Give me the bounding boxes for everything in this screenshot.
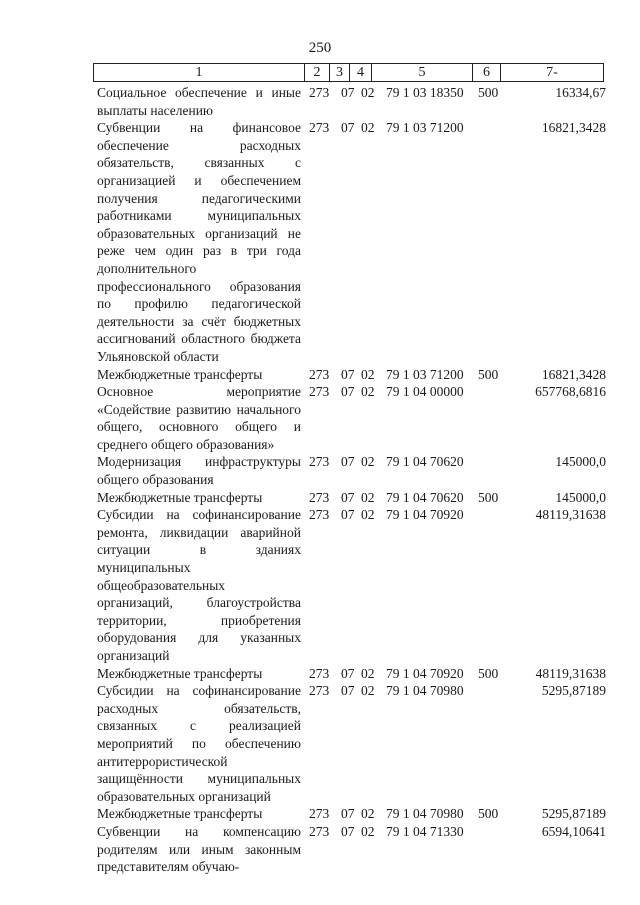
row-amount: 145000,0	[555, 489, 606, 505]
row-description: Межбюджетные трансферты	[97, 665, 263, 681]
row-code-target: 79 1 04 70920	[386, 665, 464, 681]
row-code-section: 07	[341, 366, 355, 382]
table-row	[0, 823, 640, 876]
row-code-target: 79 1 03 71200	[386, 366, 464, 382]
row-code-ministry: 273	[309, 806, 330, 822]
row-code-expense-type: 500	[478, 85, 499, 100]
row-code-ministry: 273	[309, 823, 330, 839]
row-amount: 48119,31638	[535, 665, 606, 681]
row-description: Субсидии на софинансирование расходных обязательств, связанных с реализацией мероприятий по обеспечению антитеррористической защищённости муниципальных образовательных организаций	[97, 683, 301, 804]
row-code-expense-type: 500	[478, 806, 499, 822]
row-code-ministry: 273	[309, 665, 330, 681]
row-code-ministry: 273	[309, 366, 330, 382]
row-code-section: 07	[341, 454, 355, 470]
row-code-target: 79 1 04 70620	[386, 489, 464, 505]
row-description: Субвенции на компенсацию родителям или иным законным представителям обучаю-	[97, 823, 301, 875]
row-code-target: 79 1 04 70980	[386, 806, 464, 822]
row-amount: 6594,10641	[541, 823, 606, 839]
row-code-expense-type: 500	[478, 366, 499, 382]
row-code-target: 79 1 04 70980	[386, 683, 464, 699]
row-code-subsection: 02	[361, 85, 375, 100]
table-row	[0, 682, 640, 805]
row-description: Социальное обеспечение и иные выплаты населению	[97, 85, 301, 118]
row-code-subsection: 02	[361, 489, 375, 505]
table-row	[0, 119, 640, 365]
budget-table-body	[0, 84, 640, 876]
row-code-section: 07	[341, 384, 355, 400]
column-header-7: 7-	[501, 64, 604, 82]
row-amount: 5295,87189	[541, 683, 606, 699]
column-header-table	[93, 63, 604, 82]
row-description: Субвенции на финансовое обеспечение расходных обязательств, связанных с организацией и обеспечением получения педагогическими работниками муниципальных образовательных организаций не реже чем один раз в три года дополнительного профессионального образования по профилю педагогической деятельности за счёт бюджетных ассигнований областного бюджета Ульяновской области	[97, 120, 301, 364]
row-code-section: 07	[341, 683, 355, 699]
row-code-expense-type: 500	[478, 665, 499, 681]
row-code-ministry: 273	[309, 489, 330, 505]
table-row	[0, 805, 640, 823]
page-number: 250	[308, 40, 332, 56]
table-row	[0, 84, 640, 119]
row-amount: 5295,87189	[541, 806, 606, 822]
row-code-section: 07	[341, 665, 355, 681]
row-description: Межбюджетные трансферты	[97, 806, 263, 822]
row-code-section: 07	[341, 507, 355, 523]
row-code-ministry: 273	[309, 384, 330, 400]
row-code-subsection: 02	[361, 507, 375, 523]
row-amount: 145000,0	[555, 454, 606, 470]
column-header-4: 4	[350, 64, 372, 82]
row-code-ministry: 273	[309, 85, 330, 100]
row-code-target: 79 1 04 70920	[386, 507, 464, 523]
row-code-target: 79 1 03 18350	[386, 85, 464, 100]
row-description: Межбюджетные трансферты	[97, 366, 263, 382]
row-code-target: 79 1 03 71200	[386, 120, 464, 136]
row-amount: 16821,3428	[541, 366, 606, 382]
row-description: Субсидии на софинансирование ремонта, ликвидации аварийной ситуации в зданиях муниципальных общеобразовательных организаций, благоустройства территории, приобретения оборудования для указанных организаций	[97, 507, 301, 663]
row-code-target: 79 1 04 70620	[386, 454, 464, 470]
column-header-6: 6	[473, 64, 501, 82]
row-amount: 657768,6816	[535, 384, 606, 400]
column-header-3: 3	[330, 64, 350, 82]
column-header-1: 1	[94, 64, 305, 82]
table-row	[0, 506, 640, 664]
row-code-subsection: 02	[361, 384, 375, 400]
row-code-ministry: 273	[309, 683, 330, 699]
table-row	[0, 453, 640, 488]
table-row	[0, 665, 640, 683]
row-amount: 48119,31638	[535, 507, 606, 523]
row-code-expense-type: 500	[478, 489, 499, 505]
column-header-row	[94, 64, 604, 82]
row-description: Межбюджетные трансферты	[97, 489, 263, 505]
table-row	[0, 383, 640, 453]
table-row	[0, 366, 640, 384]
column-header-2: 2	[305, 64, 330, 82]
row-code-subsection: 02	[361, 806, 375, 822]
row-code-section: 07	[341, 120, 355, 136]
row-code-ministry: 273	[309, 454, 330, 470]
table-row	[0, 489, 640, 507]
row-code-subsection: 02	[361, 366, 375, 382]
row-code-subsection: 02	[361, 454, 375, 470]
row-code-subsection: 02	[361, 823, 375, 839]
row-code-subsection: 02	[361, 683, 375, 699]
row-amount: 16334,67	[555, 85, 606, 100]
row-code-section: 07	[341, 489, 355, 505]
row-code-ministry: 273	[309, 507, 330, 523]
column-header-5: 5	[372, 64, 473, 82]
row-amount: 16821,3428	[541, 120, 606, 136]
row-code-section: 07	[341, 85, 355, 100]
row-code-subsection: 02	[361, 120, 375, 136]
row-code-ministry: 273	[309, 120, 330, 136]
row-code-subsection: 02	[361, 665, 375, 681]
row-code-target: 79 1 04 71330	[386, 823, 464, 839]
row-description: Основное мероприятие «Содействие развитию начального общего, основного общего и среднего общего образования»	[97, 384, 301, 452]
row-code-section: 07	[341, 823, 355, 839]
row-code-section: 07	[341, 806, 355, 822]
row-description: Модернизация инфраструктуры общего образования	[97, 454, 301, 488]
row-code-target: 79 1 04 00000	[386, 384, 464, 400]
